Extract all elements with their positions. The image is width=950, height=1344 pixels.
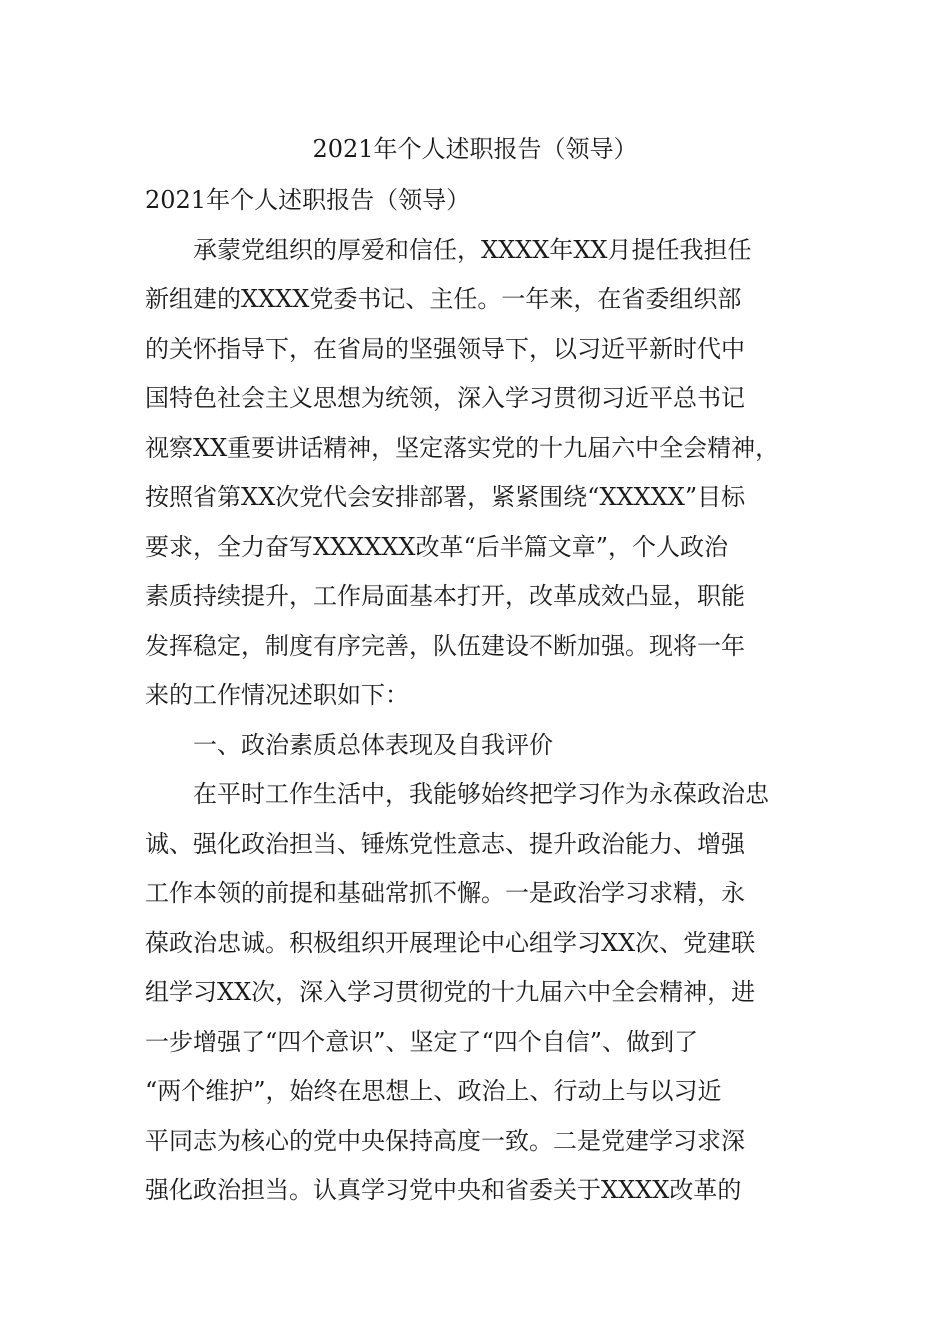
text-line: 发挥稳定，制度有序完善，队伍建设不断加强。现将一年	[145, 631, 745, 660]
text-line: 新组建的XXXX党委书记、主任。一年来，在省委组织部	[145, 285, 742, 313]
document-title: 2021年个人述职报告（领导）	[312, 135, 638, 163]
text-line: 素质持续提升，工作局面基本打开，改革成效凸显，职能	[145, 582, 745, 610]
text-line: 一步增强了“四个意识”、坚定了“四个自信”、做到了	[145, 1027, 699, 1056]
text-line: 国特色社会主义思想为统领，深入学习贯彻习近平总书记	[145, 384, 745, 412]
text-line: 诚、强化政治担当、锤炼党性意志、提升政治能力、增强	[145, 829, 745, 858]
text-line: 在平时工作生活中，我能够始终把学习作为永葆政治忠	[145, 780, 769, 808]
text-line: 强化政治担当。认真学习党中央和省委关于XXXX改革的	[145, 1176, 742, 1204]
text-line: 的关怀指导下，在省局的坚强领导下，以习近平新时代中	[145, 334, 745, 363]
text-line: 按照省第XX次党代会安排部署，紧紧围绕“XXXXX”目标	[145, 483, 746, 511]
text-line: 要求，全力奋写XXXXXX改革“后半篇文章”，个人政治	[145, 532, 729, 561]
text-line: 承蒙党组织的厚爱和信任，XXXX年XX月提任我担任	[145, 235, 752, 264]
text-line: 来的工作情况述职如下：	[145, 681, 409, 709]
text-line: 组学习XX次，深入学习贯彻党的十九届六中全会精神，进	[145, 978, 756, 1006]
text-line: 工作本领的前提和基础常抓不懈。一是政治学习求精，永	[145, 879, 745, 907]
document-body	[145, 182, 825, 1222]
text-line: 葆政治忠诚。积极组织开展理论中心组学习XX次、党建联	[145, 928, 756, 957]
text-line: 视察XX重要讲话精神，坚定落实党的十九届六中全会精神，	[145, 433, 780, 462]
section-heading: 一、政治素质总体表现及自我评价	[145, 730, 553, 759]
text-line: 平同志为核心的党中央保持高度一致。二是党建学习求深	[145, 1126, 745, 1155]
text-line: 2021年个人述职报告（领导）	[145, 186, 471, 214]
text-line: “两个维护”，始终在思想上、政治上、行动上与以习近	[145, 1077, 722, 1105]
